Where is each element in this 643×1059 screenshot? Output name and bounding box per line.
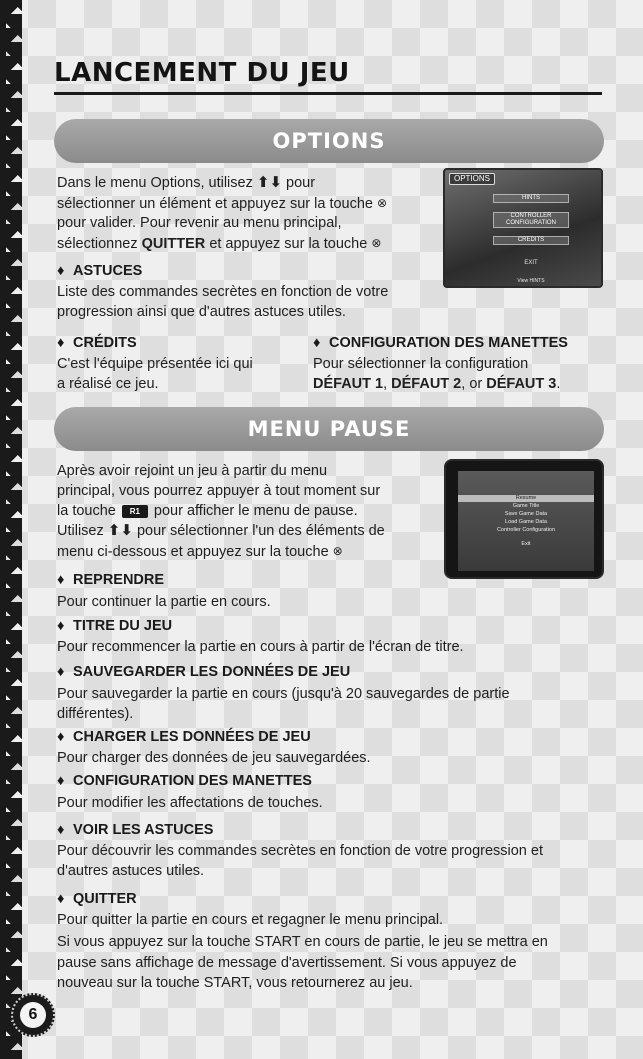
pause-screen-exit: Exit (521, 541, 531, 547)
circle-button-icon: ⊗ (377, 196, 388, 210)
credits-text-1: C'est l'équipe présentée ici qui (57, 356, 253, 372)
astuces-text-1: Liste des commandes secrètes en fonction de votre (57, 284, 389, 300)
voir-astuces-text-2: d'autres astuces utiles. (57, 863, 205, 879)
reprendre-text: Pour continuer la partie en cours. (57, 594, 271, 610)
reprendre-heading: ♦ REPRENDRE (57, 572, 165, 588)
bullet-icon: ♦ (57, 664, 65, 680)
titre-heading: ♦ TITRE DU JEU (57, 618, 173, 634)
config-text-2: DÉFAUT 1, DÉFAUT 2, or DÉFAUT 3. (313, 376, 561, 392)
options-screen-controller: CONTROLLER CONFIGURATION (493, 212, 569, 228)
pause-intro-line-2: principal, vous pourrez appuyer à tout moment sur (57, 483, 381, 499)
quitter-text-2: Si vous appuyez sur la touche START en cours de partie, le jeu se mettra en (57, 934, 548, 950)
options-screen-label: OPTIONS (449, 173, 495, 185)
quitter-heading: ♦ QUITTER (57, 891, 137, 907)
bullet-icon: ♦ (57, 335, 65, 351)
credits-heading: ♦ CRÉDITS (57, 335, 137, 351)
zigzag-border (0, 0, 22, 1059)
options-intro-line-4: sélectionnez QUITTER et appuyez sur la touche ⊗ (57, 236, 382, 252)
updown-arrows-icon: ⬆⬇ (107, 522, 133, 539)
pause-screen-load: Load Game Data (505, 519, 547, 525)
options-banner: OPTIONS (54, 119, 604, 163)
options-intro-line-1: Dans le menu Options, utilisez ⬆⬇ pour (57, 174, 316, 191)
quitter-text-4: nouveau sur la touche START, vous retournerez au jeu. (57, 975, 413, 991)
circle-button-icon: ⊗ (332, 544, 343, 558)
quitter-text-3: pause sans affichage de message d'avertissement. Si vous appuyez de (57, 955, 517, 971)
sauvegarder-text-2: différentes). (57, 706, 134, 722)
bullet-icon: ♦ (57, 263, 65, 279)
config-heading: ♦ CONFIGURATION DES MANETTES (313, 335, 568, 351)
circle-button-icon: ⊗ (371, 236, 382, 250)
bullet-icon: ♦ (57, 891, 65, 907)
credits-text-2: a réalisé ce jeu. (57, 376, 159, 392)
bullet-icon: ♦ (57, 572, 65, 588)
astuces-heading: ♦ ASTUCES (57, 263, 143, 279)
pause-screenshot (444, 459, 604, 579)
titre-text: Pour recommencer la partie en cours à partir de l'écran de titre. (57, 639, 464, 655)
page-title: LANCEMENT DU JEU (54, 58, 350, 88)
charger-text: Pour charger des données de jeu sauvegardées. (57, 750, 371, 766)
page-number: 6 (20, 1002, 46, 1028)
options-screen-hints: HINTS (493, 194, 569, 203)
options-intro-line-3: pour valider. Pour revenir au menu principal, (57, 215, 342, 231)
pause-intro-line-3: la touche R1 pour afficher le menu de pause. (57, 503, 358, 519)
config-text-1: Pour sélectionner la configuration (313, 356, 529, 372)
pause-banner: MENU PAUSE (54, 407, 604, 451)
bullet-icon: ♦ (57, 822, 65, 838)
config-manettes-text: Pour modifier les affectations de touches. (57, 795, 323, 811)
r1-button-icon: R1 (122, 505, 148, 518)
pause-screen-title: Game Title (512, 503, 540, 509)
pause-intro-line-5: menu ci-dessous et appuyez sur la touche ⊗ (57, 544, 343, 560)
options-screenshot (443, 168, 603, 288)
sauvegarder-heading: ♦ SAUVEGARDER LES DONNÉES DE JEU (57, 664, 351, 680)
pause-screen-controller: Controller Configuration (496, 527, 556, 533)
pause-screen-panel (458, 471, 594, 571)
charger-heading: ♦ CHARGER LES DONNÉES DE JEU (57, 729, 311, 745)
voir-astuces-heading: ♦ VOIR LES ASTUCES (57, 822, 214, 838)
updown-arrows-icon: ⬆⬇ (256, 174, 283, 191)
bullet-icon: ♦ (57, 773, 65, 789)
voir-astuces-text-1: Pour découvrir les commandes secrètes en fonction de votre progression et (57, 843, 543, 859)
bullet-icon: ♦ (313, 335, 321, 351)
config-manettes-heading: ♦ CONFIGURATION DES MANETTES (57, 773, 312, 789)
options-intro-line-2: sélectionner un élément et appuyez sur la touche ⊗ (57, 196, 388, 212)
title-rule (54, 92, 602, 95)
options-screen-credits: CREDITS (493, 236, 569, 245)
astuces-text-2: progression ainsi que d'autres astuces utiles. (57, 304, 346, 320)
pause-screen-save: Save Game Data (504, 511, 548, 517)
bullet-icon: ♦ (57, 729, 65, 745)
quitter-text-1: Pour quitter la partie en cours et regagner le menu principal. (57, 912, 444, 928)
options-screen-exit: EXIT (524, 260, 538, 266)
options-screen-footer: View HINTS (517, 278, 545, 284)
sauvegarder-text-1: Pour sauvegarder la partie en cours (jusqu'à 20 sauvegardes de partie (57, 686, 510, 702)
pause-intro-line-4: Utilisez ⬆⬇ pour sélectionner l'un des éléments de (57, 522, 385, 539)
pause-screen-resume: Resume (458, 495, 594, 502)
bullet-icon: ♦ (57, 618, 65, 634)
pause-intro-line-1: Après avoir rejoint un jeu à partir du menu (57, 463, 328, 479)
